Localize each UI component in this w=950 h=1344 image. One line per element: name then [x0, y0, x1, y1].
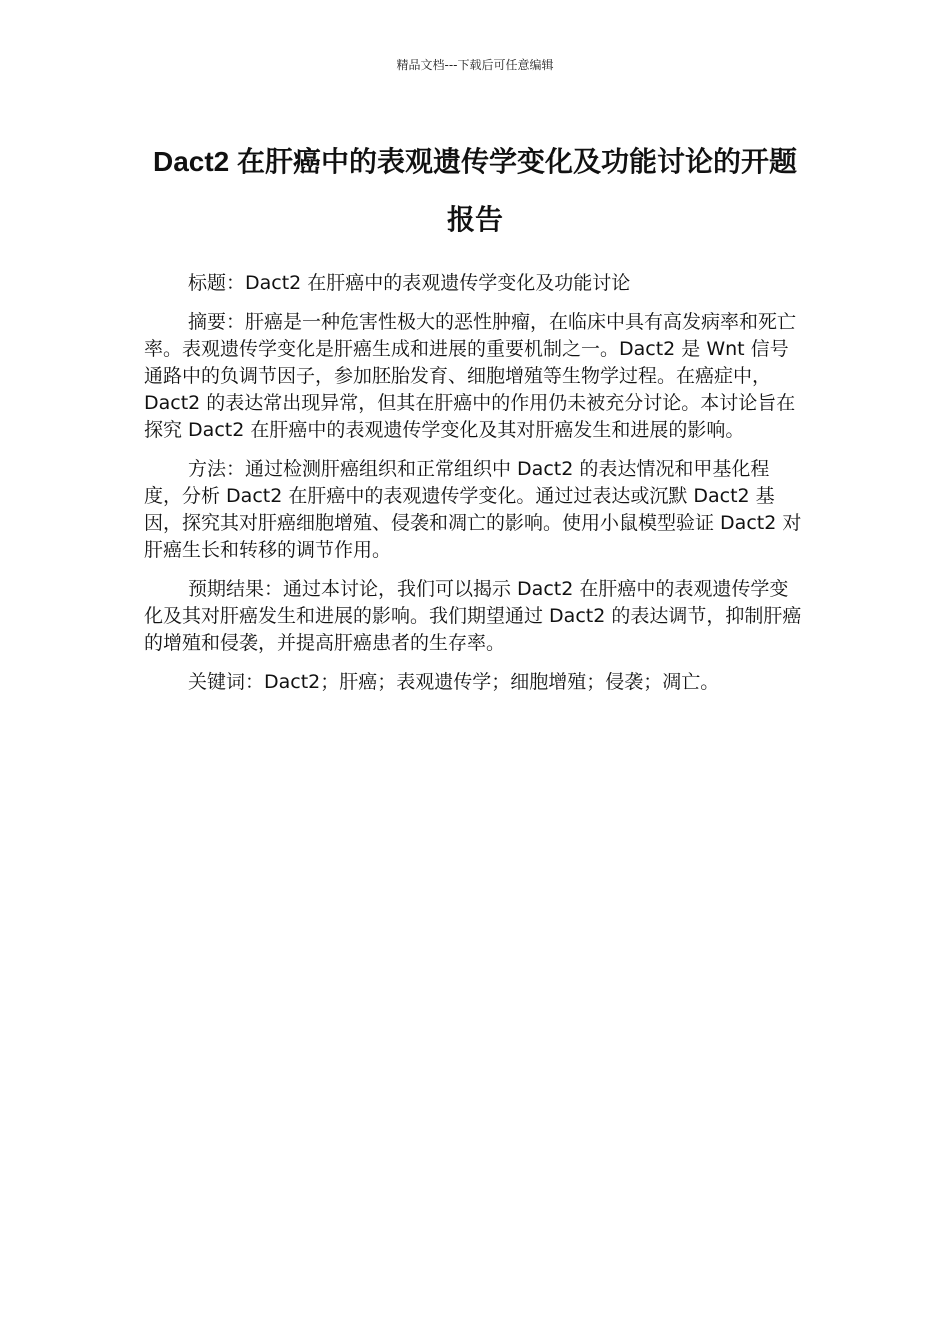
page-header: 精品文档---下载后可任意编辑 — [396, 58, 554, 72]
title-paragraph: 标题：Dact2 在肝癌中的表观遗传学变化及功能讨论 — [188, 272, 631, 294]
methods-paragraph: 方法：通过检测肝癌组织和正常组织中 Dact2 的表达情况和甲基化程度，分析 Dact2 在肝癌中的表观遗传学变化。通过过表达或沉默 Dact2 基因，探究其对肝癌细胞增殖、侵袭和凋亡的影响。使用小鼠模型验证 Dact2 对肝癌生长和转移的调节作用。 — [144, 458, 802, 561]
abstract-paragraph: 摘要：肝癌是一种危害性极大的恶性肿瘤，在临床中具有高发病率和死亡率。表观遗传学变化是肝癌生成和进展的重要机制之一。Dact2 是 Wnt 信号通路中的负调节因子，参加胚胎发育、细胞增殖等生物学过程。在癌症中，Dact2 的表达常出现异常，但其在肝癌中的作用仍未被充分讨论。本讨论旨在探究 Dact2 在肝癌中的表观遗传学变化及其对肝癌发生和进展的影响。 — [144, 311, 797, 441]
expected-results-paragraph: 预期结果：通过本讨论，我们可以揭示 Dact2 在肝癌中的表观遗传学变化及其对肝癌发生和进展的影响。我们期望通过 Dact2 的表达调节，抑制肝癌的增殖和侵袭，并提高肝癌患者的生存率。 — [144, 578, 802, 654]
document-title: Dact2 在肝癌中的表观遗传学变化及功能讨论的开题报告 — [152, 146, 798, 235]
keywords-paragraph: 关键词：Dact2；肝癌；表观遗传学；细胞增殖；侵袭；凋亡。 — [188, 671, 720, 693]
document-body — [144, 270, 806, 708]
